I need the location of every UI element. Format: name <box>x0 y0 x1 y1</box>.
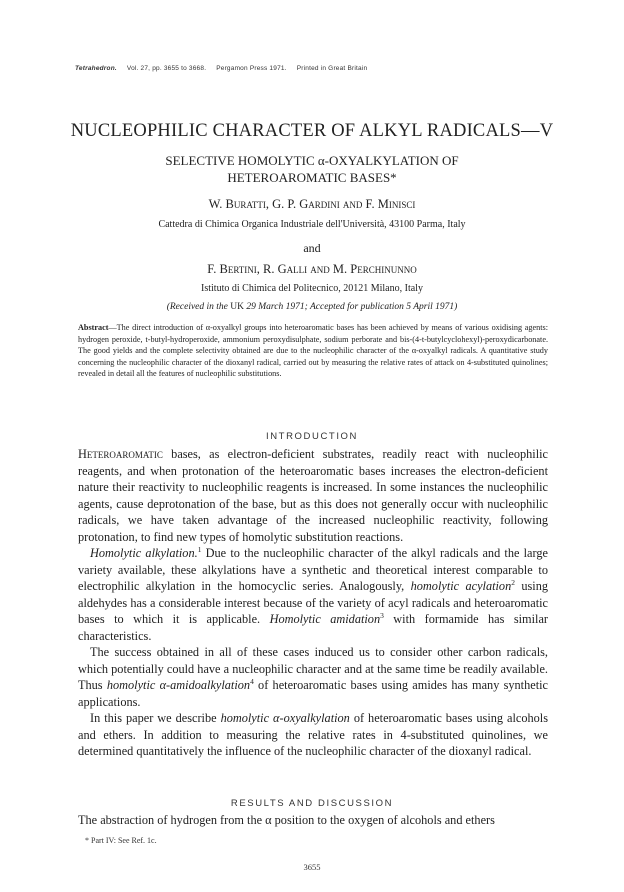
abstract-label: Abstract <box>78 323 109 332</box>
intro-p2-text-a: Due to the nucleophilic character of the alkyl radicals and the large variety available, these alkylations have a synthetic and theoretical interest comparable to electrophilic alkylation in the homocyclic series. Analogously, <box>78 546 548 593</box>
received-country: UK <box>230 302 244 312</box>
affiliation-1: Cattedra di Chimica Organica Industriale dell'Università, 43100 Parma, Italy <box>158 219 466 230</box>
intro-p4-italic: homolytic α-oxyalkylation <box>220 711 350 725</box>
ref-2: 2 <box>511 577 515 587</box>
ref-1: 1 <box>197 544 202 554</box>
subtitle-line-2: HETEROAROMATIC BASES* <box>227 170 397 185</box>
intro-p2-italic-c: Homolytic amidation <box>269 612 381 626</box>
volume-info: Vol. 27, pp. 3655 to 3668. <box>126 65 207 72</box>
results-body <box>78 812 548 829</box>
intro-p3-italic: homolytic α-amidoalkylation <box>106 678 251 692</box>
introduction-heading: INTRODUCTION <box>265 431 359 442</box>
intro-p2-text-c: with formamide has similar characteristics. <box>78 612 548 643</box>
ref-4: 4 <box>250 676 254 686</box>
subtitle-line-1: SELECTIVE HOMOLYTIC α-OXYALKYLATION OF <box>165 153 459 168</box>
received-prefix: (Received in the <box>166 302 231 312</box>
intro-paragraph-2 <box>78 545 548 644</box>
intro-p3-text-a: The success obtained in all of these cases induced us to consider other carbon radicals, which potentially could have a nucleophilic character and at the same time be readily available. Thus <box>78 645 548 692</box>
intro-paragraph-1 <box>78 446 548 545</box>
authors-group-1: W. Buratti, G. P. Gardini and F. Minisci <box>208 197 416 211</box>
printed-info: Printed in Great Britain <box>296 65 368 72</box>
page-number: 3655 <box>303 862 321 872</box>
intro-p2-text-b: using aldehydes has a considerable interest because of the variety of acyl radicals and heteroaromatic bases to which it is applicable. <box>78 579 548 626</box>
abstract-text: —The direct introduction of α-oxyalkyl groups into heteroaromatic bases has been achieved by means of various oxidising agents: hydrogen peroxide, t-butyl-hydroperoxide, ammonium peroxydisulphate, sodium perborate and bis-(4-t-butylcyclohexyl)-peroxydicarbonate. The good yields and the complete selectivity obtained are due to the nucleophilic character of the α-oxyalkyl radicals. A quantitative study concerning the nucleophilic character of the dioxanyl radical, carried out by measuring the relative rates of attack on 4-substituted quinolines; revealed in detail all the features of nucleophilic substitutions. <box>78 323 548 378</box>
results-paragraph-1: The abstraction of hydrogen from the α position to the oxygen of alcohols and ethers <box>78 813 495 827</box>
introduction-body <box>78 446 548 760</box>
intro-p2-italic-b: homolytic acylation <box>410 579 512 593</box>
article-title: NUCLEOPHILIC CHARACTER OF ALKYL RADICALS—V <box>70 121 554 141</box>
intro-p4-text-b: of heteroaromatic bases using alcohols and ethers. In addition to measuring the relative rates in 4-substituted quinolines, we determined quantitatively the influence of the nucleophilic character of the dioxanyl radical. <box>78 711 548 758</box>
received-dates <box>0 302 624 312</box>
authors-group-2: F. Bertini, R. Galli and M. Perchinunno <box>207 262 417 276</box>
intro-p2-italic: Homolytic alkylation. <box>90 546 198 560</box>
intro-p4-text-a: In this paper we describe <box>90 711 221 725</box>
intro-lead-word: Heteroaromatic <box>78 447 163 461</box>
intro-paragraph-4 <box>78 710 548 760</box>
intro-paragraph-3 <box>78 644 548 710</box>
and-connector: and <box>303 241 321 255</box>
intro-p3-text-b: of heteroaromatic bases using amides has many synthetic applications. <box>78 678 548 709</box>
publisher-info: Pergamon Press 1971. <box>216 65 287 72</box>
abstract <box>78 322 548 380</box>
received-date: 29 March 1971; Accepted for publication 5 April 1971) <box>244 302 458 312</box>
running-head <box>75 65 375 72</box>
ref-3: 3 <box>380 610 384 620</box>
intro-p1-text: bases, as electron-deficient substrates, readily react with nucleophilic reagents, and when protonation of the heteroaromatic bases increases the electron-deficient nature their reactivity to nucleophilic reagents is increased. In some instances the nucleophilic agents, cause deprotonation of the base, but as this does not generally occur with nucleophilic radicals, we have taken advantage of the increased nucleophilic reactivity, following protonation, to find new types of homolytic substitution reactions. <box>78 447 548 544</box>
affiliation-2: Istituto di Chimica del Politecnico, 20121 Milano, Italy <box>201 283 423 294</box>
footnote: * Part IV: See Ref. 1c. <box>85 836 157 845</box>
results-heading: RESULTS AND DISCUSSION <box>230 798 394 809</box>
journal-name: Tetrahedron. <box>75 65 117 72</box>
article-subtitle <box>0 152 624 186</box>
